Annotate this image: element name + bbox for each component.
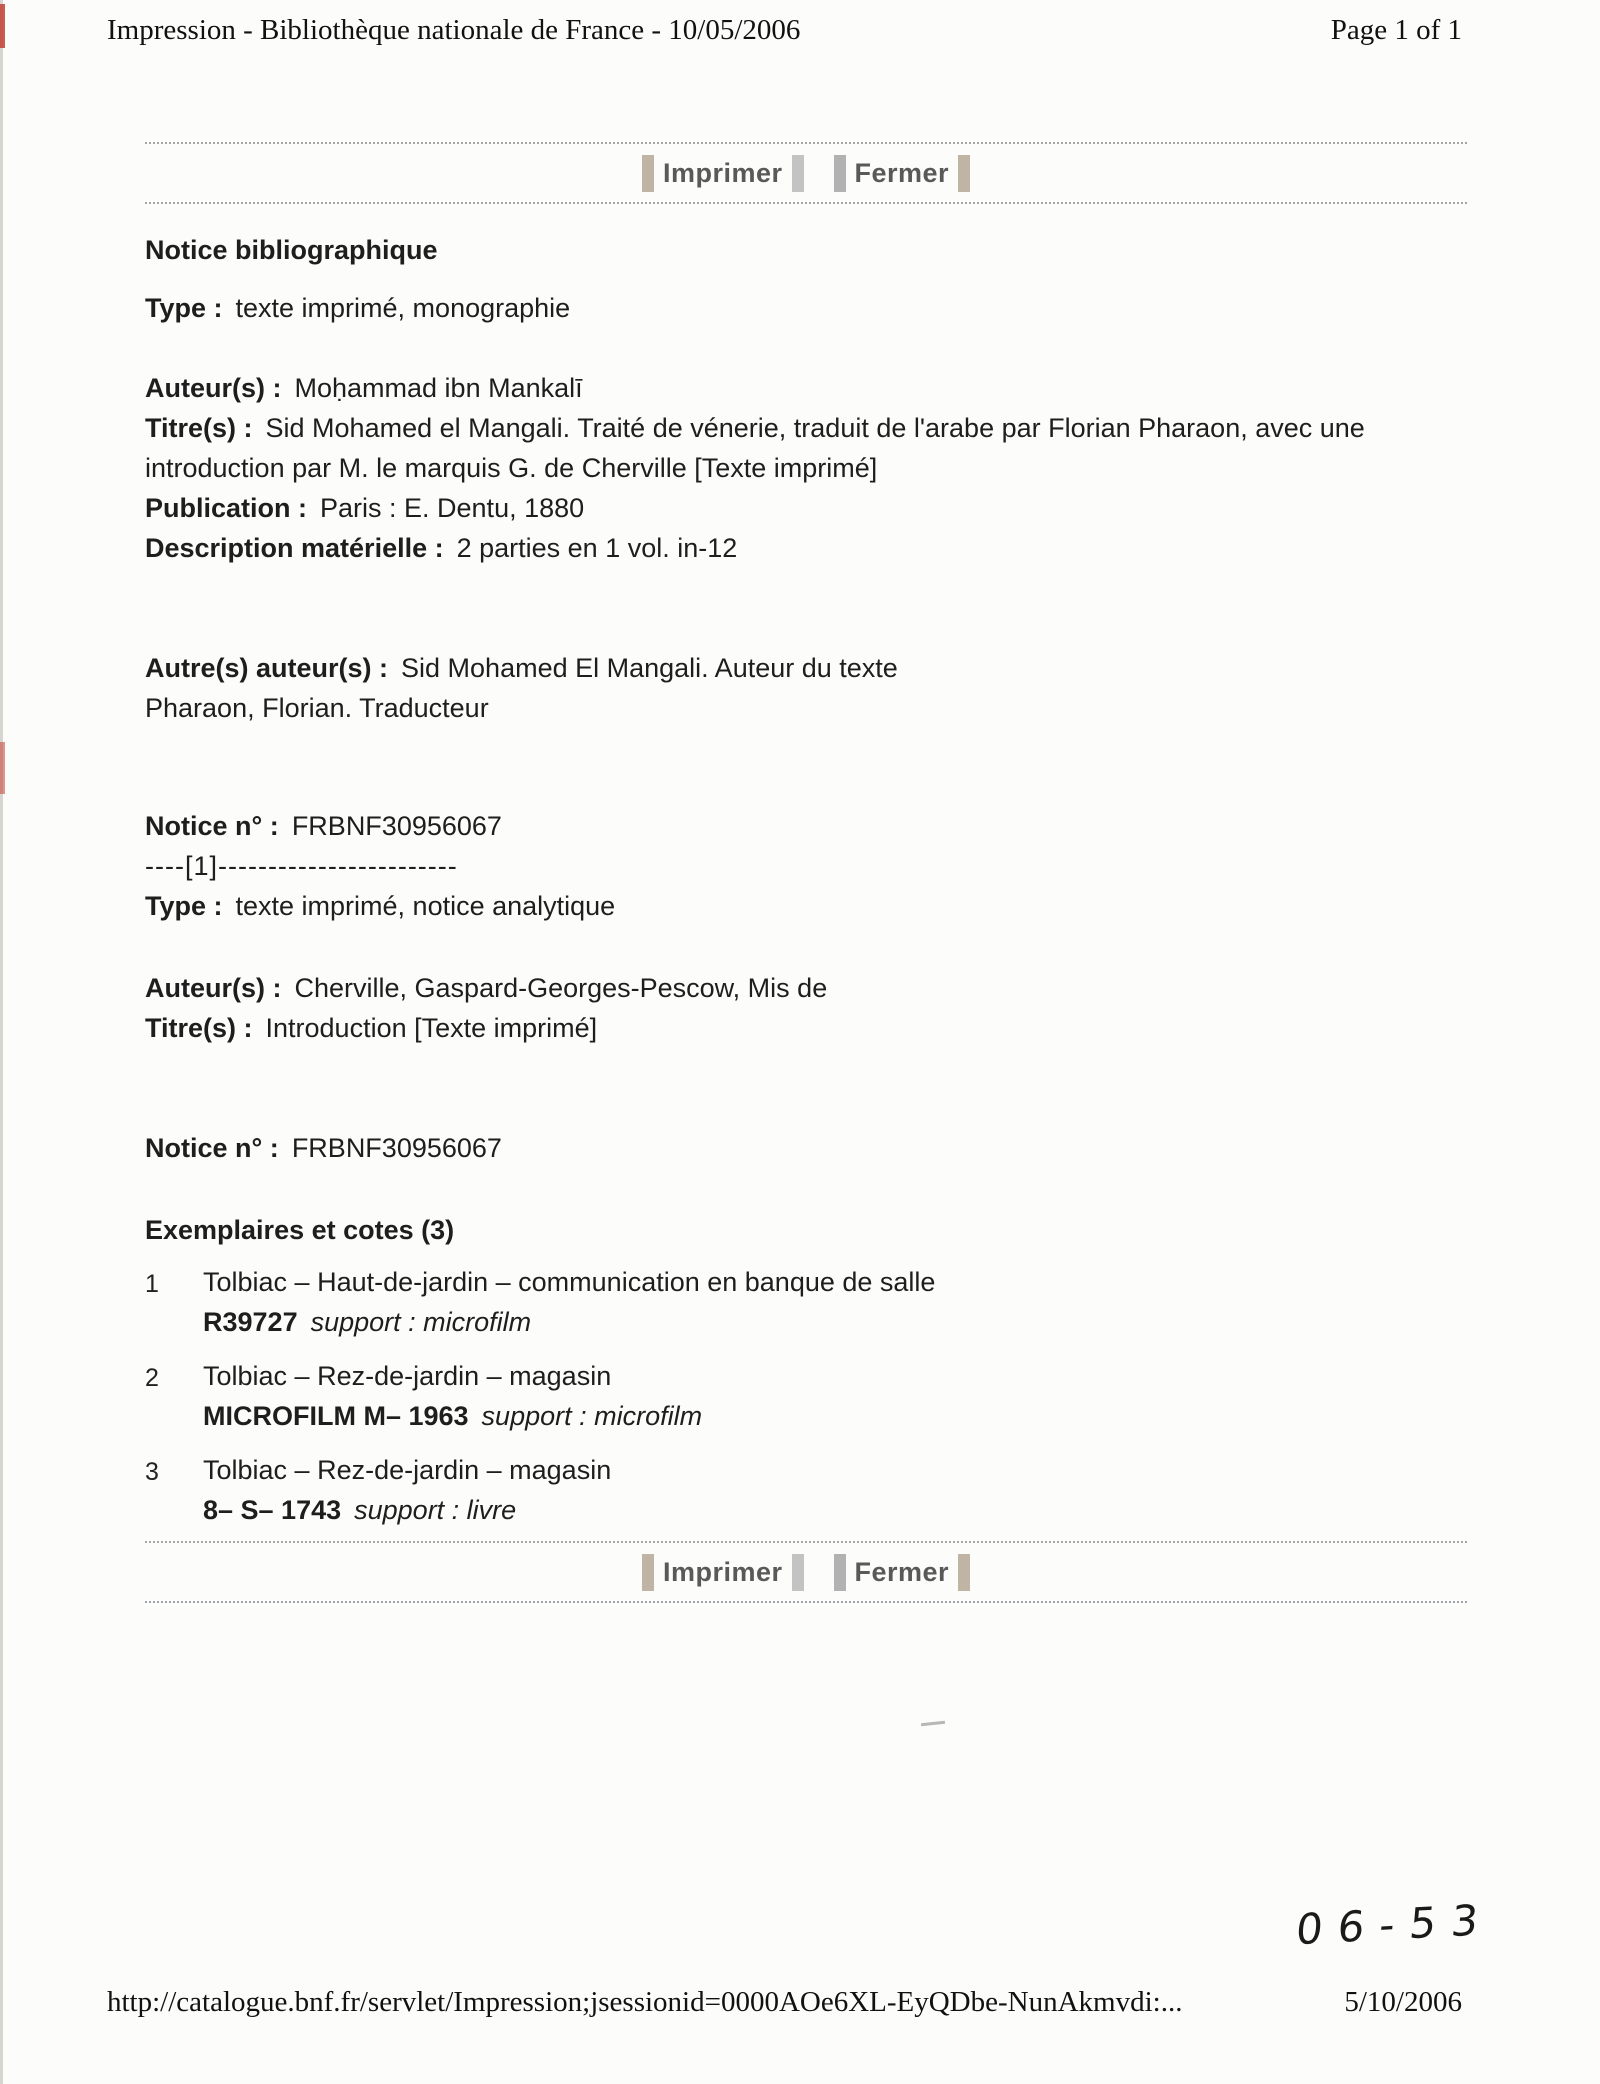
exemplaire-number: 3 (145, 1458, 159, 1486)
exemplaire-row (145, 1450, 1467, 1530)
button-edge (834, 155, 846, 192)
fermer-button-label: Fermer (854, 157, 950, 188)
field-publication (145, 488, 1467, 528)
field-description-label: Description matérielle : (145, 533, 444, 563)
field-autres-value-line1: Sid Mohamed El Mangali. Auteur du texte (401, 653, 898, 683)
field-titre-2-value: Introduction [Texte imprimé] (265, 1013, 598, 1043)
field-description-value: 2 parties en 1 vol. in-12 (456, 533, 738, 563)
divider (145, 202, 1467, 204)
button-edge (834, 1554, 846, 1591)
exemplaire-location: Tolbiac – Rez-de-jardin – magasin (203, 1361, 612, 1391)
exemplaire-body (203, 1262, 1467, 1342)
imprimer-button-bottom[interactable] (642, 1554, 804, 1591)
print-footer-url: http://catalogue.bnf.fr/servlet/Impression;jsessionid=0000AOe6XL-EyQDbe-NunAkmvdi:... (107, 1986, 1183, 2018)
exemplaire-support: support : livre (354, 1495, 517, 1525)
notice-document (145, 142, 1467, 1603)
fermer-button-bottom[interactable] (834, 1554, 971, 1591)
exemplaire-row (145, 1262, 1467, 1342)
print-footer (107, 1986, 1462, 2019)
button-edge (792, 1554, 804, 1591)
print-page-indicator: Page 1 of 1 (1330, 14, 1462, 46)
exemplaire-support: support : microfilm (310, 1307, 532, 1337)
scan-page-edge (0, 0, 3, 2084)
fermer-button-top[interactable] (834, 155, 971, 192)
field-notice-num (145, 806, 1467, 846)
handwritten-note: 06-53 (1293, 1894, 1496, 1955)
exemplaire-support: support : microfilm (481, 1401, 703, 1431)
print-header-title: Impression - Bibliothèque nationale de France - 10/05/2006 (107, 14, 801, 46)
field-type-value: texte imprimé, monographie (235, 293, 571, 323)
exemplaire-cote: MICROFILM M– 1963 (203, 1401, 469, 1431)
exemplaire-body (203, 1450, 1467, 1530)
exemplaire-number: 1 (145, 1270, 159, 1298)
field-auteur-2 (145, 968, 1467, 1008)
field-type-2-label: Type : (145, 891, 223, 921)
exemplaire-location: Tolbiac – Rez-de-jardin – magasin (203, 1455, 612, 1485)
field-titre-value: Sid Mohamed el Mangali. Traité de vénerie, traduit de l'arabe par Florian Pharaon, avec une introduction par M. le marquis G. de Cherville [Texte imprimé] (145, 413, 1365, 483)
field-notice-num-2 (145, 1128, 1467, 1168)
scan-red-mark (0, 4, 5, 48)
exemplaires-heading: Exemplaires et cotes (3) (145, 1215, 455, 1245)
field-titre (145, 408, 1467, 488)
exemplaire-row (145, 1356, 1467, 1436)
field-type-2 (145, 886, 1467, 926)
scan-speck (921, 1721, 945, 1726)
field-titre-2-label: Titre(s) : (145, 1013, 253, 1043)
print-footer-date: 5/10/2006 (1344, 1986, 1462, 2018)
field-type-2-value: texte imprimé, notice analytique (235, 891, 616, 921)
field-autres-label: Autre(s) auteur(s) : (145, 653, 389, 683)
field-autres-auteurs (145, 648, 1467, 688)
imprimer-button-label: Imprimer (662, 1556, 783, 1587)
field-notice-num-label: Notice n° : (145, 811, 279, 841)
toolbar-bottom (145, 1543, 1467, 1601)
field-publication-label: Publication : (145, 493, 307, 523)
fermer-button-label: Fermer (854, 1556, 950, 1587)
field-type-label: Type : (145, 293, 223, 323)
exemplaire-location: Tolbiac – Haut-de-jardin – communication en banque de salle (203, 1267, 936, 1297)
toolbar-top (145, 144, 1467, 202)
exemplaire-cote-line (203, 1302, 1467, 1342)
field-auteur-2-value: Cherville, Gaspard-Georges-Pescow, Mis de (294, 973, 828, 1003)
scan-red-mark (0, 742, 5, 794)
field-notice-num-2-value: FRBNF30956067 (291, 1133, 502, 1163)
exemplaire-cote: 8– S– 1743 (203, 1495, 342, 1525)
imprimer-button-top[interactable] (642, 155, 804, 192)
exemplaire-cote-line (203, 1396, 1467, 1436)
field-auteur-value: Moḥammad ibn Mankalī (294, 373, 583, 403)
exemplaire-body (203, 1356, 1467, 1436)
imprimer-button-label: Imprimer (662, 157, 783, 188)
notice-heading: Notice bibliographique (145, 235, 438, 265)
field-titre-2 (145, 1008, 1467, 1048)
button-edge (642, 155, 654, 192)
field-notice-num-value: FRBNF30956067 (291, 811, 502, 841)
field-description (145, 528, 1467, 568)
field-titre-label: Titre(s) : (145, 413, 253, 443)
button-edge (958, 155, 970, 192)
record-separator: ----[1]------------------------ (145, 851, 458, 881)
field-auteur-label: Auteur(s) : (145, 373, 282, 403)
exemplaire-cote-line (203, 1490, 1467, 1530)
field-autres-value-line2: Pharaon, Florian. Traducteur (145, 693, 489, 723)
field-type (145, 288, 1467, 328)
exemplaire-cote: R39727 (203, 1307, 298, 1337)
button-edge (792, 155, 804, 192)
divider (145, 1601, 1467, 1603)
exemplaire-number: 2 (145, 1364, 159, 1392)
field-notice-num-2-label: Notice n° : (145, 1133, 279, 1163)
field-auteur-2-label: Auteur(s) : (145, 973, 282, 1003)
field-auteur (145, 368, 1467, 408)
field-publication-value: Paris : E. Dentu, 1880 (320, 493, 585, 523)
print-header (107, 14, 1462, 47)
button-edge (958, 1554, 970, 1591)
button-edge (642, 1554, 654, 1591)
